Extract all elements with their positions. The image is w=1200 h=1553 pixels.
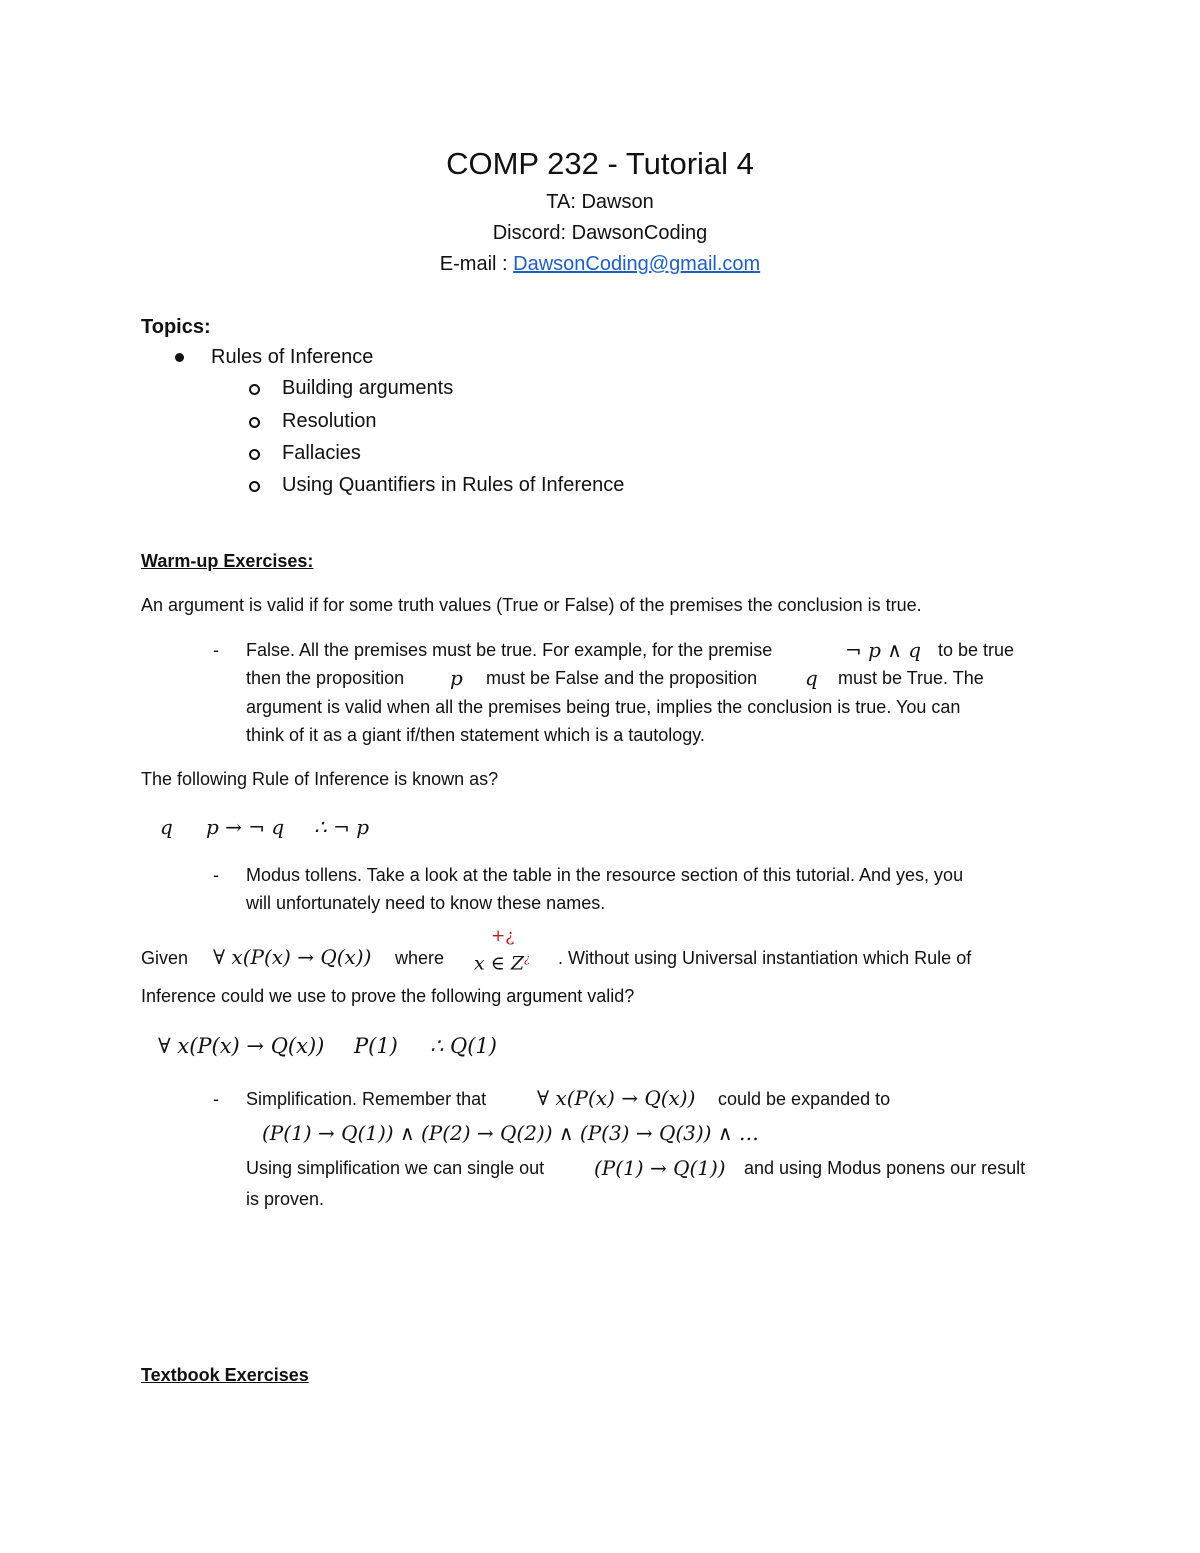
topic-main: Rules of Inference	[211, 346, 374, 368]
answer-3-line-3: Using simplification we can single out	[246, 1158, 545, 1178]
q3-arg-premise-2: P(1)	[354, 1034, 398, 1058]
email-label: E-mail :	[439, 253, 514, 275]
answer-dash: -	[213, 640, 219, 660]
q3-math-forall: ∀ x(P(x) → Q(x))	[213, 945, 372, 969]
email-link[interactable]: DawsonCoding@gmail.com	[513, 253, 761, 275]
answer-3-line-1: Simplification. Remember that	[246, 1089, 487, 1109]
answer-3-math-forall: ∀ x(P(x) → Q(x))	[537, 1086, 696, 1110]
answer-1-line-2b: must be False and the proposition	[486, 668, 758, 688]
topic-sub-item: Building arguments	[282, 377, 454, 399]
answer-1-line-2c: must be True. The	[838, 668, 984, 688]
discord-line: Discord: DawsonCoding	[492, 222, 708, 244]
q2-math-premise-1: q	[160, 815, 173, 839]
q2-math-premise-2: p → ¬ q	[206, 815, 285, 839]
answer-1-line-1: False. All the premises must be true. For example, for the premise	[246, 640, 773, 660]
bullet-circle-icon	[249, 417, 260, 428]
answer-1-line-4: think of it as a giant if/then statement which is a tautology.	[246, 725, 705, 745]
question-3-given: Given	[141, 948, 189, 968]
answer-1-math-q: q	[805, 666, 818, 690]
warmup-heading: Warm-up Exercises:	[141, 551, 314, 571]
answer-3-line-4: is proven.	[246, 1189, 325, 1209]
answer-1-line-3: argument is valid when all the premises being true, implies the conclusion is true. You can	[246, 697, 961, 717]
answer-dash: -	[213, 865, 219, 885]
bullet-circle-icon	[249, 481, 260, 492]
question-1: An argument is valid if for some truth values (True or False) of the premises the conclusion is true.	[141, 595, 922, 615]
topics-heading: Topics:	[141, 316, 211, 338]
answer-3-line-3-end: and using Modus ponens our result	[744, 1158, 1026, 1178]
q3-math-superscript: +¿	[491, 926, 515, 946]
answer-1-line-1-end: to be true	[938, 640, 1015, 660]
q3-arg-conclusion: ∴ Q(1)	[430, 1034, 497, 1058]
answer-1-line-2a: then the proposition	[246, 668, 405, 688]
topic-sub-item: Fallacies	[282, 442, 361, 464]
answer-1-math-premise: ¬ p ∧ q	[845, 638, 922, 662]
answer-3-math-expansion: (P(1) → Q(1)) ∧ (P(2) → Q(2)) ∧ (P(3) → Q(3)) ∧ …	[262, 1121, 759, 1145]
q3-arg-premise-1: ∀ x(P(x) → Q(x))	[158, 1034, 325, 1058]
question-3-line-2: Inference could we use to prove the following argument valid?	[141, 986, 635, 1006]
answer-3-math-single: (P(1) → Q(1))	[594, 1156, 726, 1180]
textbook-heading: Textbook Exercises	[141, 1365, 309, 1385]
bullet-dot-icon	[175, 353, 184, 362]
q2-math-conclusion: ∴ ¬ p	[314, 815, 369, 839]
question-3-rest: . Without using Universal instantiation which Rule of	[558, 948, 972, 968]
answer-1-math-p: p	[450, 666, 463, 690]
page-title: COMP 232 - Tutorial 4	[446, 146, 754, 181]
email-line	[0, 253, 1200, 276]
answer-2-line-2: will unfortunately need to know these names.	[246, 893, 606, 913]
bullet-circle-icon	[249, 449, 260, 460]
q3-math-set: x ∈ Z¿	[474, 952, 530, 975]
answer-dash: -	[213, 1089, 219, 1109]
answer-2-line-1: Modus tollens. Take a look at the table in the resource section of this tutorial. And yes, you	[246, 865, 964, 885]
topic-sub-item: Using Quantifiers in Rules of Inference	[282, 474, 625, 496]
ta-line: TA: Dawson	[546, 191, 654, 213]
question-2: The following Rule of Inference is known as?	[141, 769, 499, 789]
topic-sub-item: Resolution	[282, 410, 377, 432]
answer-3-line-1-end: could be expanded to	[718, 1089, 891, 1109]
bullet-circle-icon	[249, 384, 260, 395]
question-3-where: where	[395, 948, 445, 968]
